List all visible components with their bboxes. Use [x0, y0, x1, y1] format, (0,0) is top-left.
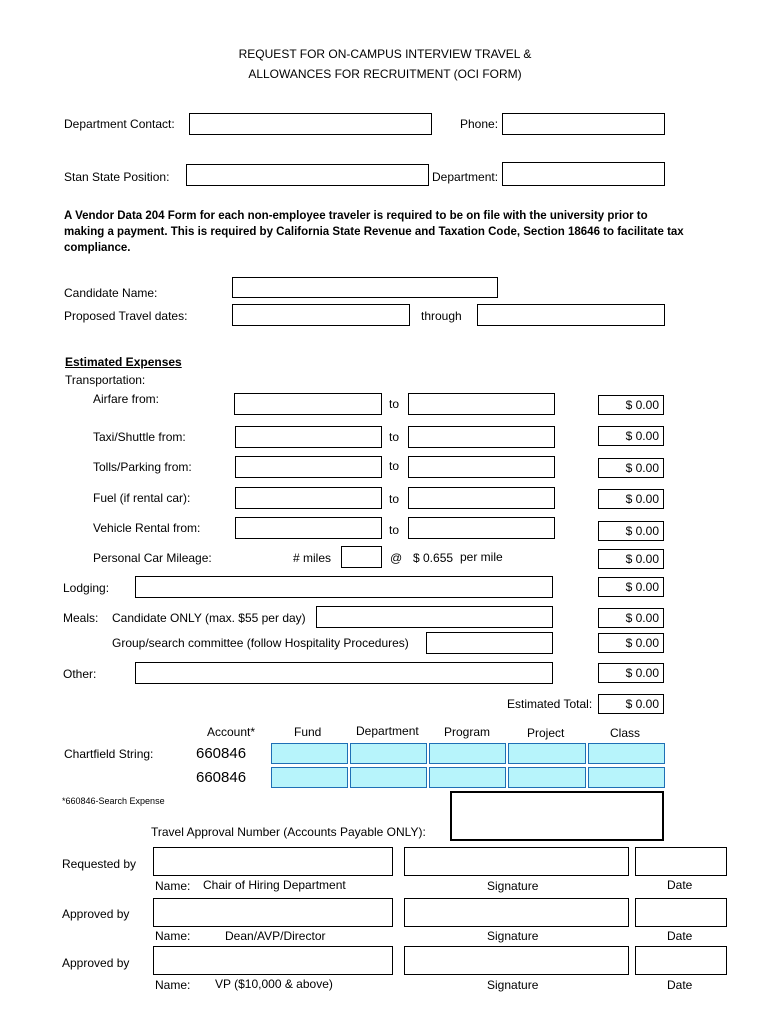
other-field[interactable]	[135, 662, 553, 684]
meals-group-amount[interactable]: $ 0.00	[598, 633, 664, 653]
taxi-to-label: to	[389, 430, 400, 444]
lodging-field[interactable]	[135, 576, 553, 598]
form-title-line1: REQUEST FOR ON-CAMPUS INTERVIEW TRAVEL &	[238, 47, 532, 61]
airfare-from-field[interactable]	[234, 393, 382, 415]
taxi-label: Taxi/Shuttle from:	[93, 430, 186, 444]
other-label: Other:	[63, 667, 97, 681]
chartfield-project-2[interactable]	[508, 767, 586, 788]
requested-by-signature-field[interactable]	[404, 847, 629, 876]
estimated-total-amount[interactable]: $ 0.00	[598, 694, 664, 714]
fuel-from-field[interactable]	[235, 487, 382, 509]
chartfield-string-label: Chartfield String:	[64, 747, 154, 761]
approved-by-1-date-label: Date	[667, 929, 693, 943]
requested-by-signature-label: Signature	[487, 879, 539, 893]
fuel-label: Fuel (if rental car):	[93, 491, 191, 505]
chartfield-fund-1[interactable]	[271, 743, 348, 764]
vehicle-rental-label: Vehicle Rental from:	[93, 521, 201, 535]
tolls-amount[interactable]: $ 0.00	[598, 458, 664, 478]
approved-by-1-signature-field[interactable]	[404, 898, 629, 927]
chartfield-department-2[interactable]	[350, 767, 427, 788]
chartfield-header-program: Program	[444, 725, 491, 739]
vehicle-rental-to-label: to	[389, 523, 400, 537]
miles-label: # miles	[293, 551, 332, 565]
lodging-amount[interactable]: $ 0.00	[598, 577, 664, 597]
fuel-to-label: to	[389, 492, 400, 506]
approved-by-label-2: Approved by	[62, 956, 130, 970]
estimated-expenses-heading: Estimated Expenses	[65, 355, 182, 369]
approved-by-2-name-field[interactable]	[153, 946, 393, 975]
travel-end-date-field[interactable]	[477, 304, 665, 326]
form-title-line2: ALLOWANCES FOR RECRUITMENT (OCI FORM)	[248, 67, 522, 81]
tolls-to-field[interactable]	[408, 456, 555, 478]
vendor-notice-line1: A Vendor Data 204 Form for each non-employee traveler is required to be on file with the university prior to	[64, 210, 648, 222]
requested-by-name-label: Name:	[155, 879, 191, 893]
meals-group-label: Group/search committee (follow Hospitality Procedures)	[112, 636, 409, 650]
airfare-amount[interactable]: $ 0.00	[598, 395, 664, 415]
approved-by-2-name-role: VP ($10,000 & above)	[215, 977, 333, 991]
travel-start-date-field[interactable]	[232, 304, 410, 326]
travel-approval-number-label: Travel Approval Number (Accounts Payable ONLY):	[151, 825, 426, 839]
meals-candidate-label: Candidate ONLY (max. $55 per day)	[112, 611, 306, 625]
chartfield-class-2[interactable]	[588, 767, 665, 788]
chartfield-program-2[interactable]	[429, 767, 506, 788]
vendor-notice-line2: making a payment. This is required by California State Revenue and Taxation Code, Section 18646 to facilitate tax	[64, 226, 684, 238]
position-label: Stan State Position:	[64, 170, 170, 184]
candidate-name-field[interactable]	[232, 277, 498, 298]
approved-by-1-signature-label: Signature	[487, 929, 539, 943]
vehicle-rental-to-field[interactable]	[408, 517, 555, 539]
department-contact-field[interactable]	[189, 113, 432, 135]
chartfield-class-1[interactable]	[588, 743, 665, 764]
requested-by-date-field[interactable]	[635, 847, 727, 876]
mileage-label: Personal Car Mileage:	[93, 551, 212, 565]
requested-by-label: Requested by	[62, 857, 137, 871]
fuel-amount[interactable]: $ 0.00	[598, 489, 664, 509]
approved-by-1-date-field[interactable]	[635, 898, 727, 927]
through-label: through	[421, 309, 462, 323]
chartfield-header-department: Department	[356, 724, 419, 738]
mileage-rate: $ 0.655	[413, 551, 454, 565]
fuel-to-field[interactable]	[408, 487, 555, 509]
chartfield-header-class: Class	[610, 726, 641, 740]
approved-by-label-1: Approved by	[62, 907, 130, 921]
vehicle-rental-amount[interactable]: $ 0.00	[598, 521, 664, 541]
phone-field[interactable]	[502, 113, 665, 135]
vehicle-rental-from-field[interactable]	[235, 517, 382, 539]
airfare-to-label: to	[389, 397, 400, 411]
chartfield-department-1[interactable]	[350, 743, 427, 764]
airfare-to-field[interactable]	[408, 393, 555, 415]
chartfield-program-1[interactable]	[429, 743, 506, 764]
estimated-total-label: Estimated Total:	[507, 697, 593, 711]
meals-group-field[interactable]	[426, 632, 553, 654]
phone-label: Phone:	[460, 117, 499, 131]
vendor-notice-line3: compliance.	[64, 242, 131, 254]
approved-by-1-name-label: Name:	[155, 929, 191, 943]
meals-label: Meals:	[63, 611, 99, 625]
per-mile-label: per mile	[460, 550, 503, 564]
taxi-amount[interactable]: $ 0.00	[598, 426, 664, 446]
department-contact-label: Department Contact:	[64, 117, 175, 131]
search-expense-footnote: *660846-Search Expense	[62, 796, 165, 806]
chartfield-header-fund: Fund	[294, 725, 322, 739]
tolls-from-field[interactable]	[235, 456, 382, 478]
miles-field[interactable]	[341, 546, 382, 568]
approved-by-2-name-label: Name:	[155, 978, 191, 992]
approved-by-2-date-field[interactable]	[635, 946, 727, 975]
position-field[interactable]	[186, 164, 429, 186]
tolls-to-label: to	[389, 459, 400, 473]
transportation-label: Transportation:	[65, 373, 146, 387]
candidate-name-label: Candidate Name:	[64, 286, 158, 300]
tolls-label: Tolls/Parking from:	[93, 460, 192, 474]
requested-by-name-role: Chair of Hiring Department	[203, 878, 346, 892]
department-label: Department:	[432, 170, 499, 184]
chartfield-header-account: Account*	[207, 725, 256, 739]
approved-by-1-name-role: Dean/AVP/Director	[225, 929, 326, 943]
approved-by-2-date-label: Date	[667, 978, 693, 992]
airfare-label: Airfare from:	[93, 392, 160, 406]
requested-by-date-label: Date	[667, 878, 693, 892]
mileage-at-symbol: @	[390, 551, 403, 565]
meals-candidate-amount[interactable]: $ 0.00	[598, 608, 664, 628]
meals-candidate-field[interactable]	[316, 606, 553, 628]
taxi-from-field[interactable]	[235, 426, 382, 448]
chartfield-account-1: 660846	[196, 745, 247, 762]
chartfield-project-1[interactable]	[508, 743, 586, 764]
approved-by-2-signature-label: Signature	[487, 978, 539, 992]
other-amount[interactable]: $ 0.00	[598, 663, 664, 683]
travel-dates-label: Proposed Travel dates:	[64, 309, 188, 323]
approved-by-1-name-field[interactable]	[153, 898, 393, 927]
taxi-to-field[interactable]	[408, 426, 555, 448]
requested-by-name-field[interactable]	[153, 847, 393, 876]
approved-by-2-signature-field[interactable]	[404, 946, 629, 975]
lodging-label: Lodging:	[63, 581, 110, 595]
department-field[interactable]	[502, 162, 665, 186]
chartfield-account-2: 660846	[196, 769, 247, 786]
mileage-amount[interactable]: $ 0.00	[598, 549, 664, 569]
chartfield-fund-2[interactable]	[271, 767, 348, 788]
chartfield-header-project: Project	[527, 726, 565, 740]
travel-approval-number-field[interactable]	[450, 791, 664, 841]
